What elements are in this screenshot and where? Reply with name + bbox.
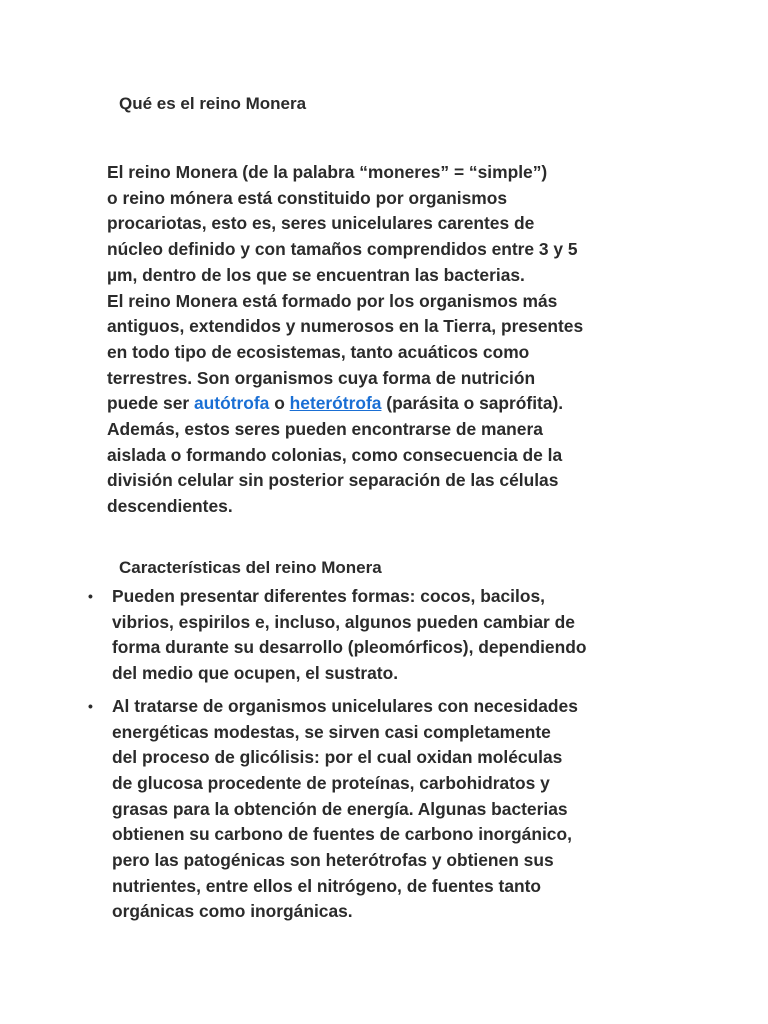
nutrition-text-before: puede ser <box>107 393 194 414</box>
list-item-line: pero las patogénicas son heterótrofas y obtienen sus <box>112 850 554 871</box>
page-title: Qué es el reino Monera <box>119 94 307 113</box>
intro-line: procariotas, esto es, seres unicelulares carentes de <box>107 213 535 234</box>
bullet-icon: • <box>88 697 93 714</box>
list-item <box>0 584 768 687</box>
list-item <box>0 694 768 925</box>
intro-line: El reino Monera (de la palabra “moneres” = “simple”) <box>107 162 548 182</box>
list-item-line: Al tratarse de organismos unicelulares con necesidades <box>112 695 578 716</box>
list-item-line: del proceso de glicólisis: por el cual oxidan moléculas <box>112 747 563 768</box>
nutrition-line <box>107 391 707 417</box>
list-item-line: obtienen su carbono de fuentes de carbono inorgánico, <box>112 824 572 845</box>
list-item-line: orgánicas como inorgánicas. <box>112 901 353 922</box>
list-item-line: nutrientes, entre ellos el nitrógeno, de fuentes tanto <box>112 875 542 896</box>
autotrofa-link[interactable]: autótrofa <box>194 393 270 414</box>
bullet-icon: • <box>88 588 93 604</box>
intro-line: µm, dentro de los que se encuentran las bacterias. <box>107 264 525 285</box>
intro-line: Además, estos seres pueden encontrarse de manera <box>107 419 543 440</box>
list-item-line: grasas para la obtención de energía. Algunas bacterias <box>112 798 568 819</box>
intro-line: núcleo definido y con tamaños comprendidos entre 3 y 5 <box>107 239 578 260</box>
list-item-text <box>112 584 768 687</box>
intro-line: o reino mónera está constituido por organismos <box>107 187 508 208</box>
nutrition-text-middle: o <box>269 393 290 414</box>
list-item-line: energéticas modestas, se sirven casi completamente <box>112 721 551 742</box>
intro-line: El reino Monera está formado por los organismos más <box>107 290 558 311</box>
intro-line: descendientes. <box>107 496 233 517</box>
intro-line: en todo tipo de ecosistemas, tanto acuáticos como <box>107 341 530 362</box>
list-item-line: forma durante su desarrollo (pleomórficos), dependiendo <box>112 637 587 658</box>
nutrition-text-after: (parásita o saprófita). <box>381 393 564 414</box>
list-item-line: de glucosa procedente de proteínas, carbohidratos y <box>112 772 550 793</box>
list-item-line: vibrios, espirilos e, incluso, algunos pueden cambiar de <box>112 611 575 632</box>
characteristics-list <box>0 584 768 932</box>
intro-line: terrestres. Son organismos cuya forma de nutrición <box>107 367 536 388</box>
list-item-line: Pueden presentar diferentes formas: cocos, bacilos, <box>112 586 545 606</box>
intro-paragraph <box>107 160 707 520</box>
heterotrofa-link[interactable]: heterótrofa <box>289 393 382 414</box>
list-item-line: del medio que ocupen, el sustrato. <box>112 663 399 684</box>
section-title: Características del reino Monera <box>119 558 382 577</box>
list-item-text <box>112 694 768 925</box>
intro-line: antiguos, extendidos y numerosos en la Tierra, presentes <box>107 316 584 337</box>
intro-line: división celular sin posterior separación de las células <box>107 470 559 491</box>
intro-line: aislada o formando colonias, como consecuencia de la <box>107 444 563 465</box>
